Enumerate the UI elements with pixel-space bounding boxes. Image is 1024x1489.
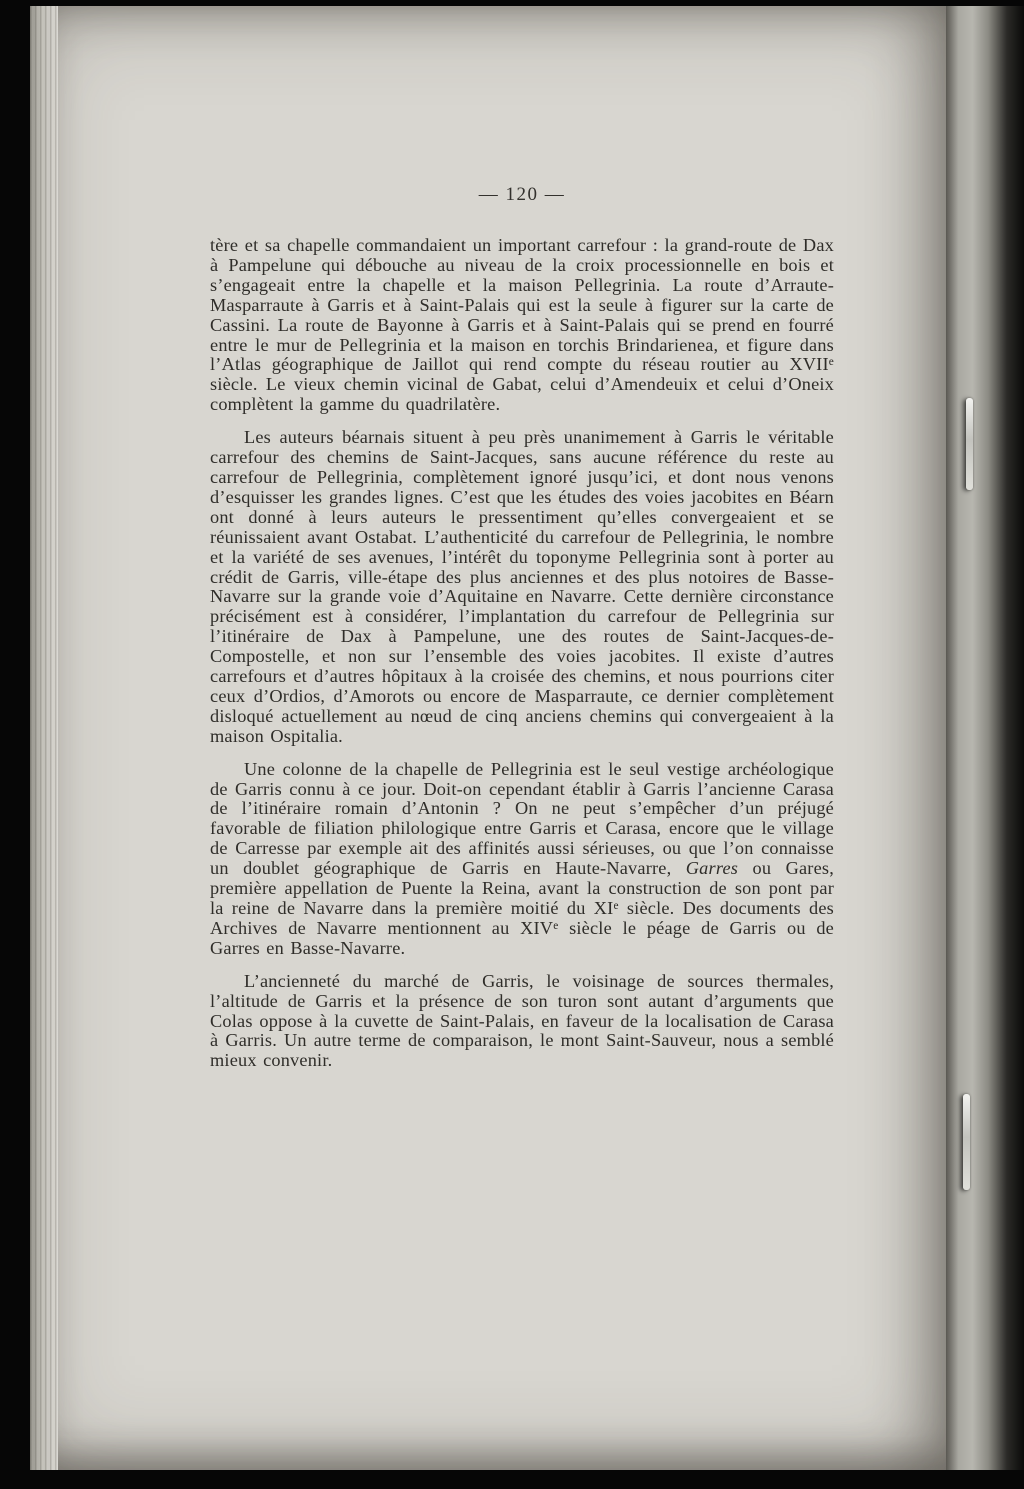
page-stack-edge <box>30 6 58 1470</box>
paragraph <box>210 972 834 1072</box>
italic-text: Garres <box>685 858 739 879</box>
superscript: e <box>613 899 619 912</box>
superscript: e <box>828 356 834 369</box>
binding-edge <box>946 6 1024 1470</box>
body-text: tère et sa chapelle commandaient un important carrefour : la grand-route de Dax à Pampelune qui débouche au niveau de la croix processionnelle en bois et s’engageait entre la chapelle et la maison Pellegrinia. La route d’Arraute-Masparraute à Garris et à Saint-Palais qui est la seule à figurer sur la carte de Cassini. La route de Bayonne à Garris et à Saint-Palais qui se prend en fourré entre le mur de Pellegrinia et la maison en torchis Brindarienea, et figure dans l’Atlas géographique de Jaillot qui rend compte du réseau routier au XVII <box>210 235 834 375</box>
page-content <box>210 184 834 1084</box>
text-block <box>210 236 834 1071</box>
body-text: ou Gares, première appellation de Puente la Reina, avant la construction de son pont par la reine de Navarre dans la première moitié du XI <box>210 858 834 918</box>
page-number: — 120 — <box>478 184 566 205</box>
superscript: e <box>553 919 559 932</box>
body-text: Les auteurs béarnais situent à peu près unanimement à Garris le véritable carrefour des chemins de Saint-Jacques, sans aucune référence du reste au carrefour de Pellegrinia, complètement ignoré jusqu’ici, et dont nous venons d’esquisser les grandes lignes. C’est que les études des voies jacobites en Béarn ont donné à leurs auteurs le pressentiment qu’elles convergeaient et se réunissaient avant Ostabat. L’authenticité du carrefour de Pellegrinia, le nombre et la variété de ses avenues, l’intérêt du toponyme Pellegrinia sont à porter au crédit de Garris, ville-étape des plus anciennes et des plus notoires de Basse-Navarre sur la grande voie d’Aquitaine en Navarre. Cette dernière circonstance précisément est à considérer, l’implantation du carrefour de Pellegrinia sur l’itinéraire de Dax à Pampelune, une des routes de Saint-Jacques-de-Compostelle, et non sur l’ensemble des voies jacobites. Il existe d’autres carrefours et d’autres hôpitaux à la croisée des chemins, et nous pourrions citer ceux d’Ordios, d’Amorots ou encore de Masparraute, ce dernier complètement disloqué actuellement au nœud de cinq anciens chemins qui convergeaient à la maison Ospitalia. <box>210 427 834 746</box>
staple-top <box>966 398 973 490</box>
body-text: siècle. Le vieux chemin vicinal de Gabat, celui d’Amendeuix et celui d’Oneix complètent la gamme du quadrilatère. <box>210 374 834 415</box>
body-text: Une colonne de la chapelle de Pellegrinia est le seul vestige archéologique de Garris connu à ce jour. Doit-on cependant établir à Garris l’ancienne Carasa de l’itinéraire romain d’Antonin ? On ne peut s’empêcher d’un préjugé favorable de filiation philologique entre Garris et Carasa, encore que le village de Carresse par exemple ait des affinités aussi sérieuses, ou que l’on connaisse un doublet géographique de Garris en Haute-Navarre, <box>210 758 834 879</box>
paragraph <box>210 760 834 959</box>
body-text: siècle. Des documents des Archives de Navarre mentionnent au XIV <box>210 898 834 938</box>
body-text: L’ancienneté du marché de Garris, le voisinage de sources thermales, l’altitude de Garris et la présence de son turon sont autant d’arguments que Colas oppose à la cuvette de Saint-Palais, en faveur de la localisation de Carasa à Garris. Un autre terme de comparaison, le mont Saint-Sauveur, nous a semblé mieux convenir. <box>210 970 834 1071</box>
paragraph <box>210 428 834 747</box>
book-page <box>30 6 946 1470</box>
body-text: siècle le péage de Garris ou de Garres en Basse-Navarre. <box>210 917 834 958</box>
staple-bottom <box>963 1094 970 1190</box>
paragraph <box>210 236 834 415</box>
